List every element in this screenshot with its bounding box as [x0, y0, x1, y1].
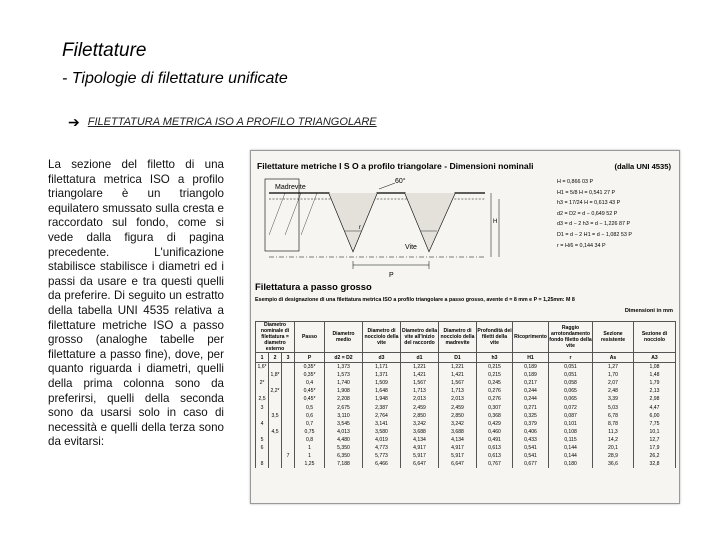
- table-row: [256, 412, 676, 420]
- table-cell: 3: [256, 403, 269, 411]
- table-cell: 17,9: [634, 444, 676, 452]
- subheader-cell: A3: [634, 353, 676, 363]
- table-cell: [282, 395, 295, 403]
- table-cell: 28,9: [593, 452, 634, 460]
- table-cell: 1,70: [593, 371, 634, 379]
- table-cell: 2,675: [325, 403, 363, 411]
- table-cell: 1,648: [363, 387, 401, 395]
- table-cell: [269, 363, 282, 372]
- formula-list: [557, 177, 675, 251]
- table-row: [256, 420, 676, 428]
- table-cell: 1: [295, 452, 325, 460]
- table-cell: 1,08: [634, 363, 676, 372]
- table-cell: 2,07: [593, 379, 634, 387]
- subheader-cell: As: [593, 353, 634, 363]
- subheader-cell: d2 = D2: [325, 353, 363, 363]
- table-cell: 20,1: [593, 444, 634, 452]
- table-row: [256, 363, 676, 372]
- table-cell: [282, 387, 295, 395]
- table-cell: 11,3: [593, 428, 634, 436]
- table-cell: 0,379: [513, 420, 549, 428]
- column-group-label: 1: [256, 353, 269, 363]
- column-group-label: 2: [269, 353, 282, 363]
- table-cell: 3,110: [325, 412, 363, 420]
- table-cell: 1,567: [439, 379, 477, 387]
- header-cell: Sezione resistente: [593, 322, 634, 353]
- table-cell: 0,215: [477, 363, 513, 372]
- table-cell: [282, 444, 295, 452]
- table-cell: 4,773: [363, 444, 401, 452]
- table-cell: 2,48: [593, 387, 634, 395]
- table-cell: 4,917: [401, 444, 439, 452]
- table-cell: [269, 379, 282, 387]
- header-cell: Sezione di nocciolo: [634, 322, 676, 353]
- table-cell: 1,573: [325, 371, 363, 379]
- subheader-cell: H1: [513, 353, 549, 363]
- table-cell: 1,221: [401, 363, 439, 372]
- table-cell: 1,713: [401, 387, 439, 395]
- table-cell: 1: [295, 444, 325, 452]
- table-cell: 2,459: [439, 403, 477, 411]
- table-cell: 3,688: [439, 428, 477, 436]
- header-cell: Diametro di nocciolo della vite: [363, 322, 401, 353]
- table-cell: [256, 412, 269, 420]
- table-cell: 1,509: [363, 379, 401, 387]
- table-cell: 4,134: [439, 436, 477, 444]
- table-cell: 4,47: [634, 403, 676, 411]
- table-cell: 3,242: [401, 420, 439, 428]
- header-cell: Diametro nominale di filettatura = diametro esterno: [256, 322, 295, 353]
- table-row: [256, 395, 676, 403]
- table-cell: 6,466: [363, 460, 401, 468]
- table-cell: 10,1: [634, 428, 676, 436]
- table-cell: 0,307: [477, 403, 513, 411]
- subheader-cell: r: [549, 353, 593, 363]
- table-cell: 12,7: [634, 436, 676, 444]
- table-cell: [282, 412, 295, 420]
- formula: H = 0,866 03 P: [557, 179, 594, 185]
- table-cell: 6,647: [401, 460, 439, 468]
- table-cell: 7,75: [634, 420, 676, 428]
- subheader-cell: P: [295, 353, 325, 363]
- table-cell: 0,276: [477, 387, 513, 395]
- table-cell: [269, 460, 282, 468]
- right-arrow-icon: ➔: [68, 113, 80, 130]
- table-cell: 0,180: [549, 460, 593, 468]
- table-cell: 2,459: [401, 403, 439, 411]
- table-cell: [269, 403, 282, 411]
- table-cell: 0,051: [549, 371, 593, 379]
- table-cell: 2,013: [401, 395, 439, 403]
- section-bullet: [68, 113, 377, 130]
- table-cell: 0,677: [513, 460, 549, 468]
- table-cell: [269, 444, 282, 452]
- table-cell: [269, 436, 282, 444]
- table-cell: 0,244: [513, 387, 549, 395]
- table-cell: 0,108: [549, 428, 593, 436]
- table-cell: 0,144: [549, 444, 593, 452]
- table-cell: 1,48: [634, 371, 676, 379]
- subheader-cell: h3: [477, 353, 513, 363]
- scanned-table-image: [250, 150, 680, 504]
- table-cell: 0,7: [295, 420, 325, 428]
- table-cell: 4,019: [363, 436, 401, 444]
- table-cell: 14,2: [593, 436, 634, 444]
- header-cell: Diametro della vite all'inizio del raccordo: [401, 322, 439, 353]
- table-cell: 1,567: [401, 379, 439, 387]
- table-cell: 0,460: [477, 428, 513, 436]
- page-subtitle: - Tipologie di filettature unificate: [62, 70, 288, 87]
- formula: d3 = d − 2 h3 = d − 1,226 87 P: [557, 221, 631, 228]
- subheader-cell: D1: [439, 353, 477, 363]
- table-row: [256, 460, 676, 468]
- table-row: [256, 428, 676, 436]
- formula: H1 = 5/8 H = 0,541 27 P: [557, 189, 616, 196]
- table-cell: 5,03: [593, 403, 634, 411]
- table-cell: 3,5: [269, 412, 282, 420]
- table-cell: [256, 452, 269, 460]
- table-cell: 26,2: [634, 452, 676, 460]
- table-cell: 1,713: [439, 387, 477, 395]
- table-cell: [269, 452, 282, 460]
- r-label: r: [359, 225, 361, 231]
- table-cell: 6: [256, 444, 269, 452]
- table-cell: 3,688: [401, 428, 439, 436]
- table-cell: 6,78: [593, 412, 634, 420]
- table-cell: 6,00: [634, 412, 676, 420]
- header-cell: Passo: [295, 322, 325, 353]
- table-cell: 0,271: [513, 403, 549, 411]
- subheader-cell: d3: [363, 353, 401, 363]
- table-cell: 1,221: [439, 363, 477, 372]
- table-cell: 2,208: [325, 395, 363, 403]
- table-cell: 6,647: [439, 460, 477, 468]
- table-cell: 3,141: [363, 420, 401, 428]
- table-row: [256, 379, 676, 387]
- formula: r = H/6 = 0,144 34 P: [557, 242, 606, 249]
- table-cell: 0,276: [477, 395, 513, 403]
- table-cell: [269, 420, 282, 428]
- table-cell: 3,545: [325, 420, 363, 428]
- table-cell: 0,065: [549, 387, 593, 395]
- header-cell: Profondità dei filetti della vite: [477, 322, 513, 353]
- table-cell: 5,350: [325, 444, 363, 452]
- table-cell: 2,764: [363, 412, 401, 420]
- table-cell: 1,421: [439, 371, 477, 379]
- table-cell: 3,580: [363, 428, 401, 436]
- table-cell: 4,134: [401, 436, 439, 444]
- thread-table: [255, 321, 676, 468]
- table-cell: 1,6*: [257, 364, 267, 371]
- thread-table-body: [256, 363, 676, 469]
- section-link[interactable]: FILETTATURA METRICA ISO A PROFILO TRIANGOLARE: [87, 116, 377, 128]
- column-group-label: 3: [282, 353, 295, 363]
- table-cell: [282, 428, 295, 436]
- table-cell: 4,013: [325, 428, 363, 436]
- table-cell: 0,4: [295, 379, 325, 387]
- scan-reference: (dalla UNI 4535): [614, 162, 671, 171]
- table-cell: 0,429: [477, 420, 513, 428]
- table-cell: 36,6: [593, 460, 634, 468]
- table-cell: 0,051: [549, 363, 593, 372]
- table-cell: 0,245: [477, 379, 513, 387]
- table-cell: 1,948: [363, 395, 401, 403]
- formula: h3 = 17/24 H = 0,613 43 P: [557, 200, 621, 207]
- table-cell: 5: [256, 436, 269, 444]
- table-cell: [256, 387, 269, 395]
- designation-example: Esempio di designazione di una filettatura metrica ISO a profilo triangolare a passo grosso, avente d = 8 mm e P = 1,25mm: M 8: [255, 297, 575, 303]
- header-cell: Ricoprimento: [513, 322, 549, 353]
- table-cell: 8: [256, 460, 269, 468]
- angle-label: 60°: [395, 178, 406, 185]
- table-cell: 0,491: [477, 436, 513, 444]
- table-cell: 0,189: [513, 371, 549, 379]
- table-cell: 6,350: [325, 452, 363, 460]
- section-heading: Filettatura a passo grosso: [255, 281, 372, 292]
- table-cell: 0,244: [513, 395, 549, 403]
- dimensions-note: Dimensioni in mm: [624, 308, 673, 314]
- table-cell: 7: [282, 452, 295, 460]
- table-cell: 1,27: [593, 363, 634, 372]
- table-cell: 2,13: [634, 387, 676, 395]
- table-cell: 0,115: [549, 436, 593, 444]
- table-cell: 0,406: [513, 428, 549, 436]
- table-cell: 0,368: [477, 412, 513, 420]
- table-cell: 3,242: [439, 420, 477, 428]
- table-cell: 1,908: [325, 387, 363, 395]
- table-cell: 1,740: [325, 379, 363, 387]
- table-cell: 5,773: [363, 452, 401, 460]
- table-cell: [256, 371, 269, 379]
- table-cell: 2,387: [363, 403, 401, 411]
- table-cell: 0,613: [477, 444, 513, 452]
- table-cell: 8,78: [593, 420, 634, 428]
- table-cell: 1,25: [295, 460, 325, 468]
- table-cell: 1,171: [363, 363, 401, 372]
- table-row: [256, 403, 676, 411]
- scan-title: Filettature metriche I S O a profilo triangolare - Dimensioni nominali: [257, 161, 534, 171]
- table-cell: 0,058: [549, 379, 593, 387]
- table-cell: [269, 395, 282, 403]
- table-cell: [282, 403, 295, 411]
- table-cell: 2,850: [401, 412, 439, 420]
- table-cell: [282, 460, 295, 468]
- table-cell: 2,5: [256, 395, 269, 403]
- h-label: H: [493, 219, 498, 225]
- table-cell: 4,5: [269, 428, 282, 436]
- table-row: [256, 444, 676, 452]
- table-cell: 2,98: [634, 395, 676, 403]
- table-cell: 3,39: [593, 395, 634, 403]
- table-cell: 5,917: [401, 452, 439, 460]
- table-cell: 2,2*: [270, 388, 280, 395]
- formula: d2 = D2 = d − 0,649 52 P: [557, 210, 618, 217]
- table-row: [256, 436, 676, 444]
- table-cell: [282, 420, 295, 428]
- table-cell: [282, 436, 295, 444]
- table-cell: 0,8: [295, 436, 325, 444]
- subheader-cell: d1: [401, 353, 439, 363]
- table-row: [256, 387, 676, 395]
- table-cell: 0,541: [513, 444, 549, 452]
- header-cell: Diametro di nocciolo della madrevite: [439, 322, 477, 353]
- table-cell: 0,767: [477, 460, 513, 468]
- table-cell: 0,613: [477, 452, 513, 460]
- table-cell: 0,087: [549, 412, 593, 420]
- pitch-label: P: [389, 272, 394, 279]
- table-cell: 0,541: [513, 452, 549, 460]
- table-cell: 0,75: [295, 428, 325, 436]
- formula: D1 = d − 2 H1 = d − 1,082 53 P: [557, 231, 632, 238]
- table-cell: [282, 363, 295, 372]
- table-row: [256, 452, 676, 460]
- table-cell: 1,371: [363, 371, 401, 379]
- vite-label: Vite: [405, 244, 417, 251]
- table-cell: 4,480: [325, 436, 363, 444]
- table-cell: 0,065: [549, 395, 593, 403]
- page-title: Filettature: [62, 40, 147, 61]
- table-cell: 4,917: [439, 444, 477, 452]
- header-cell: Raggio arrotondamento fondo filetto della vite: [549, 322, 593, 353]
- header-cell: Diametro medio: [325, 322, 363, 353]
- table-cell: 0,35*: [295, 371, 325, 379]
- table-cell: 2*: [256, 379, 269, 387]
- table-cell: 0,35*: [295, 363, 325, 372]
- madrevite-label: Madrevite: [275, 184, 306, 191]
- table-cell: 0,217: [513, 379, 549, 387]
- table-cell: [282, 379, 295, 387]
- table-cell: 0,433: [513, 436, 549, 444]
- table-cell: 1,8*: [270, 372, 280, 379]
- table-cell: 1,79: [634, 379, 676, 387]
- table-cell: 0,189: [513, 363, 549, 372]
- table-cell: 1,421: [401, 371, 439, 379]
- table-cell: 0,45*: [295, 387, 325, 395]
- table-cell: 0,072: [549, 403, 593, 411]
- description-paragraph: La sezione del filetto di una filettatura metrica ISO a profilo triangolare è un triangolo equilatero smussato sulla cresta e raccordato sul fondo, come si vede dalla figura di pagina precedente. L'unificazione stabilisce stabilisce i diametri ed i passi da usare e tra questi quelli da preferire. Di seguito un estratto della tabella UNI 4535 relativa a filettature metriche ISO a passo grosso (analoghe tabelle per filettature a passo fine), dove, per quanto riguarda i diametri, quelli della prima colonna sono da preferirsi, quelli della seconda sono da usarsi solo in caso di necessità e quelli della terza sono da evitarsi:: [48, 158, 224, 449]
- table-cell: [282, 371, 295, 379]
- table-cell: 0,45*: [295, 395, 325, 403]
- table-cell: 0,215: [477, 371, 513, 379]
- table-cell: 32,8: [634, 460, 676, 468]
- table-cell: 4: [256, 420, 269, 428]
- table-cell: [256, 428, 269, 436]
- table-cell: 0,101: [549, 420, 593, 428]
- table-cell: 0,5: [295, 403, 325, 411]
- table-cell: 2,850: [439, 412, 477, 420]
- table-cell: 0,325: [513, 412, 549, 420]
- table-cell: 1,373: [325, 363, 363, 372]
- table-row: [256, 371, 676, 379]
- thread-profile-diagram: [255, 173, 509, 281]
- table-cell: 5,917: [439, 452, 477, 460]
- table-cell: 2,013: [439, 395, 477, 403]
- table-cell: 0,144: [549, 452, 593, 460]
- table-cell: 0,6: [295, 412, 325, 420]
- table-cell: 7,188: [325, 460, 363, 468]
